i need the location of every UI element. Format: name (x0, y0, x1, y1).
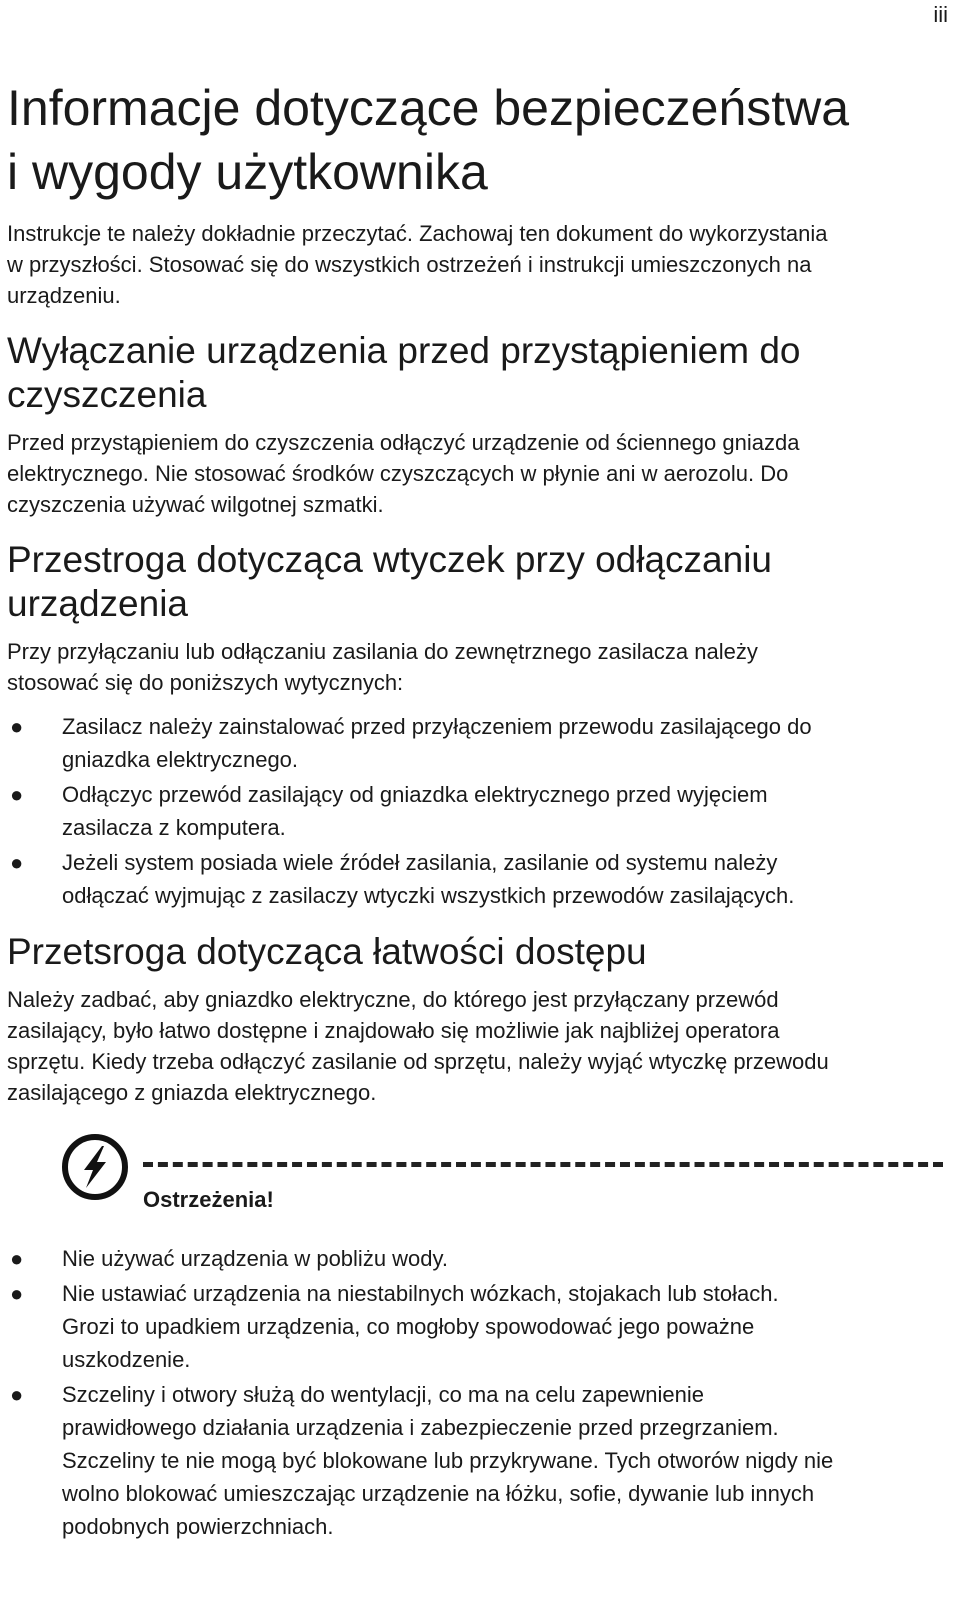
list-item-line: odłączać wyjmując z zasilaczy wtyczki wszystkich przewodów zasilających. (62, 883, 795, 908)
warning-block (7, 1134, 952, 1242)
bullet-icon: ● (10, 850, 24, 875)
section-accessibility-line-4: zasilającego z gniazda elektrycznego. (7, 1080, 377, 1105)
warning-list (7, 1242, 952, 1543)
section-accessibility-heading: Przetsroga dotycząca łatwości dostępu (7, 931, 647, 972)
page-title-line-1: Informacje dotyczące bezpieczeństwa (7, 80, 850, 136)
section-cleaning-paragraph (7, 427, 952, 520)
section-plugs (7, 538, 952, 912)
section-cleaning-line-1: Przed przystąpieniem do czyszczenia odłączyć urządzenie od ściennego gniazda (7, 430, 800, 455)
list-item-line: Szczeliny te nie mogą być blokowane lub przykrywane. Tych otworów nigdy nie (62, 1448, 834, 1473)
section-cleaning-heading-line-1: Wyłączanie urządzenia przed przystąpieniem do (7, 330, 801, 371)
list-item-line: Odłączyc przewód zasilający od gniazdka elektrycznego przed wyjęciem (62, 782, 768, 807)
list-item (7, 710, 952, 776)
list-item (7, 778, 952, 844)
section-accessibility (7, 930, 952, 1108)
section-accessibility-line-1: Należy zadbać, aby gniazdko elektryczne, do którego jest przyłączany przewód (7, 987, 779, 1012)
list-item-line: podobnych powierzchniach. (62, 1514, 334, 1539)
section-plugs-list (7, 710, 952, 912)
section-cleaning-line-2: elektrycznego. Nie stosować środków czyszczących w płynie ani w aerozolu. Do (7, 461, 789, 486)
intro-paragraph (7, 218, 952, 311)
list-item (7, 1277, 952, 1376)
list-item (7, 1378, 952, 1543)
list-item-line: wolno blokować umieszczając urządzenie na łóżku, sofie, dywanie lub innych (62, 1481, 815, 1506)
list-item (7, 846, 952, 912)
list-item-line: gniazdka elektrycznego. (62, 747, 299, 772)
page-title-line-2: i wygody użytkownika (7, 144, 488, 200)
section-cleaning-heading-line-2: czyszczenia (7, 374, 207, 415)
section-cleaning-heading (7, 329, 952, 417)
section-accessibility-line-3: sprzętu. Kiedy trzeba odłączyć zasilanie od sprzętu, należy wyjąć wtyczkę przewodu (7, 1049, 829, 1074)
page-title (7, 76, 952, 204)
section-cleaning-line-3: czyszczenia używać wilgotnej szmatki. (7, 492, 384, 517)
list-item (7, 1242, 952, 1275)
bullet-icon: ● (10, 1281, 24, 1306)
warning-divider (143, 1162, 943, 1167)
intro-line-1: Instrukcje te należy dokładnie przeczytać. Zachowaj ten dokument do wykorzystania (7, 221, 828, 246)
section-plugs-heading-line-1: Przestroga dotycząca wtyczek przy odłączaniu (7, 539, 773, 580)
section-accessibility-paragraph (7, 984, 952, 1108)
section-cleaning (7, 329, 952, 520)
section-plugs-paragraph (7, 636, 952, 698)
list-item-line: Nie ustawiać urządzenia na niestabilnych wózkach, stojakach lub stołach. (62, 1281, 779, 1306)
list-item-line: Zasilacz należy zainstalować przed przyłączeniem przewodu zasilającego do (62, 714, 812, 739)
bullet-icon: ● (10, 1382, 24, 1407)
list-item-line: Nie używać urządzenia w pobliżu wody. (62, 1246, 448, 1271)
page-content (7, 76, 952, 1545)
section-plugs-line-2: stosować się do poniższych wytycznych: (7, 670, 404, 695)
list-item-line: Szczeliny i otwory służą do wentylacji, co ma na celu zapewnienie (62, 1382, 704, 1407)
intro-line-2: w przyszłości. Stosować się do wszystkich ostrzeżeń i instrukcji umieszczonych na (7, 252, 812, 277)
page-number: iii (933, 2, 948, 27)
lightning-warning-icon (62, 1134, 128, 1200)
section-plugs-heading-line-2: urządzenia (7, 583, 189, 624)
bullet-icon: ● (10, 1246, 24, 1271)
warning-label: Ostrzeżenia! (143, 1187, 274, 1212)
bullet-icon: ● (10, 714, 24, 739)
list-item-line: Grozi to upadkiem urządzenia, co mogłoby spowodować jego poważne (62, 1314, 755, 1339)
list-item-line: uszkodzenie. (62, 1347, 191, 1372)
section-plugs-heading (7, 538, 952, 626)
list-item-line: Jeżeli system posiada wiele źródeł zasilania, zasilanie od systemu należy (62, 850, 778, 875)
section-accessibility-line-2: zasilający, było łatwo dostępne i znajdowało się możliwie jak najbliżej operatora (7, 1018, 780, 1043)
list-item-line: zasilacza z komputera. (62, 815, 286, 840)
bullet-icon: ● (10, 782, 24, 807)
section-plugs-line-1: Przy przyłączaniu lub odłączaniu zasilania do zewnętrznego zasilacza należy (7, 639, 758, 664)
list-item-line: prawidłowego działania urządzenia i zabezpieczenie przed przegrzaniem. (62, 1415, 779, 1440)
intro-line-3: urządzeniu. (7, 283, 121, 308)
